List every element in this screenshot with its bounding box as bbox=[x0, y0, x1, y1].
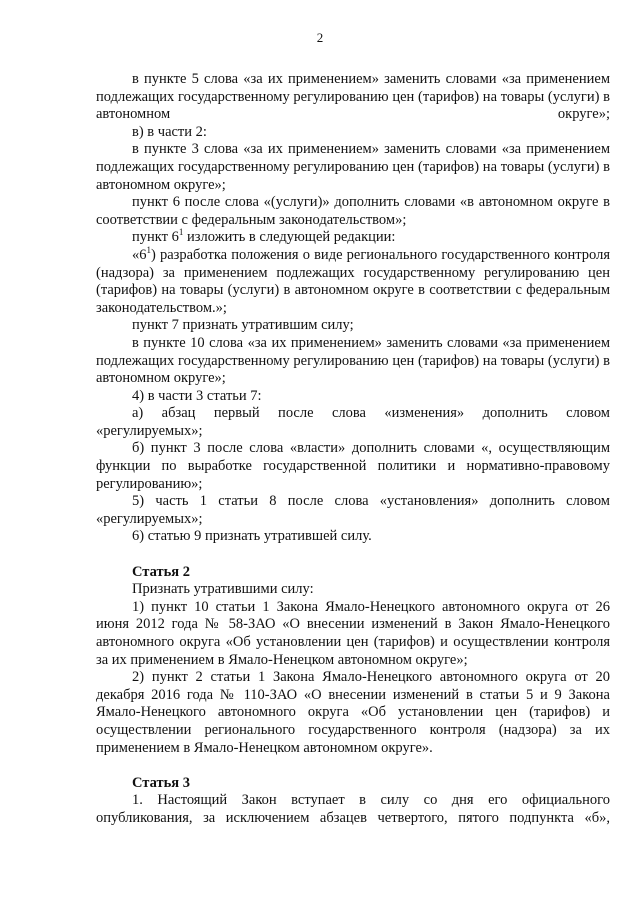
paragraph: Признать утратившими силу: bbox=[132, 581, 314, 598]
article-heading: Статья 3 bbox=[132, 774, 190, 791]
paragraph bbox=[96, 229, 610, 247]
page-number: 2 bbox=[316, 30, 324, 45]
superscript-index: 1 bbox=[178, 227, 184, 238]
paragraph: 6) статью 9 признать утратившей силу. bbox=[132, 528, 372, 545]
paragraph: пункт 6 после слова «(услуги)» дополнить словами «в автономном округе в соответствии с федеральным законодательством»; bbox=[96, 194, 610, 228]
article-heading: Статья 2 bbox=[132, 563, 190, 580]
paragraph-text: пункт 6 bbox=[132, 229, 179, 246]
paragraph-text: ) разработка положения о виде регионального государственного контроля (надзора) за применением подлежащих государственному регулированию цен (тарифов) на товары (услуги) в автономном округе в соответствии с федеральным законодательством.»; bbox=[96, 246, 610, 316]
paragraph: в пункте 5 слова «за их применением» заменить словами «за применением подлежащих государственному регулированию цен (тарифов) на товары (услуги) в автономном округе»; bbox=[96, 71, 610, 123]
paragraph: б) пункт 3 после слова «власти» дополнить словами «, осуществляющим функции по выработке государственной политики и нормативно-правовому регулированию»; bbox=[96, 440, 610, 492]
paragraph: 1. Настоящий Закон вступает в силу со дня его официального опубликования, за исключением абзацев четвертого, пятого подпункта «б», bbox=[96, 792, 610, 826]
paragraph bbox=[96, 247, 610, 317]
paragraph: а) абзац первый после слова «изменения» дополнить словом «регулируемых»; bbox=[96, 405, 610, 439]
superscript-index: 1 bbox=[146, 245, 151, 256]
document-body bbox=[96, 71, 610, 828]
paragraph-text: «6 bbox=[132, 246, 147, 263]
paragraph: в) в части 2: bbox=[132, 123, 207, 140]
paragraph: пункт 7 признать утратившим силу; bbox=[132, 317, 354, 334]
paragraph: 2) пункт 2 статьи 1 Закона Ямало-Ненецкого автономного округа от 20 декабря 2016 года № 110-ЗАО «О внесении изменений в статьи 5 и 9 Закона Ямало-Ненецкого автономного округа «Об установлении цен (тарифов) и осуществлении регионального государственного контроля (надзора) за их применением в Ямало-Ненецком автономном округе». bbox=[96, 669, 610, 756]
paragraph: в пункте 10 слова «за их применением» заменить словами «за применением подлежащих государственному регулированию цен (тарифов) на товары (услуги) в автономном округе»; bbox=[96, 334, 610, 387]
paragraph: в пункте 3 слова «за их применением» заменить словами «за применением подлежащих государственному регулированию цен (тарифов) на товары (услуги) в автономном округе»; bbox=[96, 141, 610, 193]
paragraph-text: изложить в следующей редакции: bbox=[183, 229, 396, 246]
paragraph: 5) часть 1 статьи 8 после слова «установления» дополнить словом «регулируемых»; bbox=[96, 493, 610, 527]
paragraph: 4) в части 3 статьи 7: bbox=[132, 387, 262, 404]
paragraph: 1) пункт 10 статьи 1 Закона Ямало-Ненецкого автономного округа от 26 июня 2012 года № 58-ЗАО «О внесении изменений в Закон Ямало-Ненецкого автономного округа «Об установлении цен (тарифов) и осуществлении контроля за их применением в Ямало-Ненецком автономном округе»; bbox=[96, 598, 610, 668]
